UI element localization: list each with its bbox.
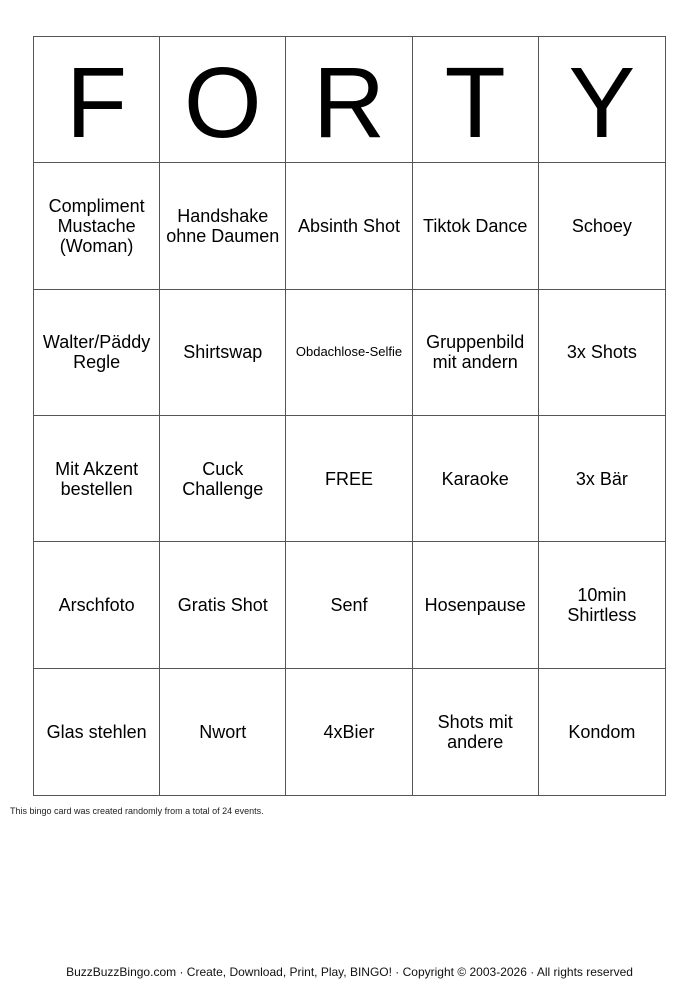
bingo-cell: Obdachlose-Selfie xyxy=(286,290,412,416)
card-footnote: This bingo card was created randomly from a total of 24 events. xyxy=(10,806,264,816)
free-space-cell: FREE xyxy=(286,416,412,542)
bingo-cell: 3x Shots xyxy=(539,290,665,416)
header-letter: T xyxy=(413,37,539,163)
bingo-cell: Karaoke xyxy=(413,416,539,542)
bingo-cell: Gruppenbild mit andern xyxy=(413,290,539,416)
header-letter: O xyxy=(160,37,286,163)
bingo-cell: Kondom xyxy=(568,721,636,742)
header-letter: Y xyxy=(539,37,665,163)
bingo-cell: Glas stehlen xyxy=(34,669,160,795)
bingo-cell: 4xBier xyxy=(286,669,412,795)
header-letter: F xyxy=(34,37,160,163)
bingo-card xyxy=(33,36,666,796)
bingo-cell: Senf xyxy=(286,542,412,668)
bingo-cell: Shots mit andere xyxy=(413,669,539,795)
bingo-cell: Handshake ohne Daumen xyxy=(160,163,286,289)
bingo-cell: Cuck Challenge xyxy=(160,416,286,542)
page-footer: BuzzBuzzBingo.com · Create, Download, Print, Play, BINGO! · Copyright © 2003-2026 · All rights reserved xyxy=(66,965,633,979)
bingo-cell: Shirtswap xyxy=(160,290,286,416)
bingo-cell: Nwort xyxy=(160,669,286,795)
bingo-cell: 10min Shirtless xyxy=(539,542,665,668)
bingo-cell: Tiktok Dance xyxy=(413,163,539,289)
bingo-cell: Arschfoto xyxy=(34,542,160,668)
bingo-cell: Schoey xyxy=(539,163,665,289)
bingo-cell: Absinth Shot xyxy=(286,163,412,289)
bingo-cell: Gratis Shot xyxy=(160,542,286,668)
bingo-cell: Mit Akzent bestellen xyxy=(34,416,160,542)
bingo-cell: Walter/Päddy Regle xyxy=(34,290,160,416)
bingo-cell: Hosenpause xyxy=(413,542,539,668)
bingo-cell: 3x Bär xyxy=(539,416,665,542)
bingo-cell: Compliment Mustache (Woman) xyxy=(34,163,160,289)
header-letter: R xyxy=(286,37,412,163)
